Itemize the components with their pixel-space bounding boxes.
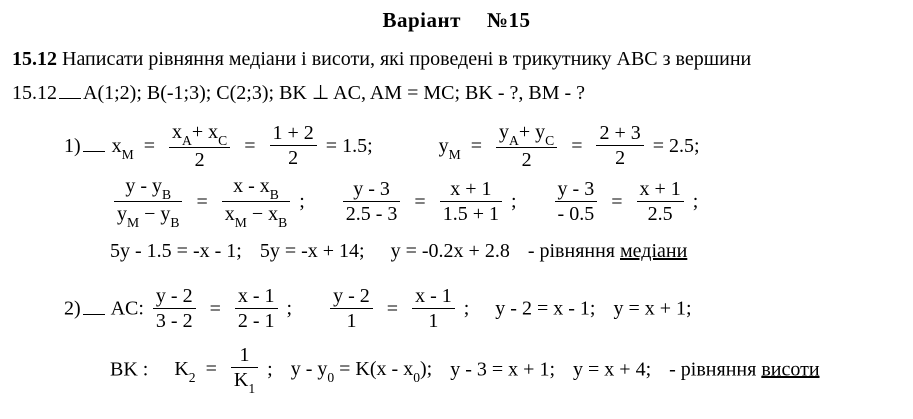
ac-simpl-left-den: 1	[330, 308, 373, 333]
ac-simpl-left-fraction	[330, 285, 373, 333]
median-simpl-right-den: 2.5	[637, 201, 684, 226]
problem-statement	[12, 48, 751, 71]
ya-label: y	[499, 121, 510, 143]
step1-blank	[83, 136, 105, 152]
ym-den-label: y	[117, 202, 127, 225]
equals-1: =	[143, 134, 156, 157]
median-sub-right-num: x + 1	[450, 177, 492, 200]
semicolon-6: ;	[267, 358, 273, 381]
point-slope-form	[290, 358, 433, 386]
xm-result: = 1.5;	[325, 134, 373, 157]
solution-step-2b	[110, 345, 820, 396]
median-sub-right-den: 1.5 + 1	[440, 201, 502, 226]
givens-text: A(1;2); B(-1;3); C(2;3); BK ⊥ AC, AM = MC; BK - ?, BM - ?	[83, 82, 586, 104]
yc-subscript: C	[545, 133, 555, 148]
ym-formula-denominator: 2	[496, 147, 557, 172]
yb-subscript: B	[162, 187, 172, 202]
k1-subscript: 1	[248, 381, 256, 396]
xb-subscript: B	[269, 187, 279, 202]
ym-den-subscript: M	[127, 214, 140, 230]
ym-label: y	[438, 134, 449, 157]
ac-simpl-right-num: x - 1	[415, 285, 452, 307]
semicolon-1: ;	[299, 190, 305, 213]
k-reciprocal-num: 1	[239, 344, 250, 366]
ym-term	[438, 134, 461, 162]
median-sub-left-num: y - 3	[353, 177, 390, 200]
k-reciprocal-den	[231, 367, 258, 395]
equals-3: =	[470, 134, 483, 157]
yb-den-subscript: B	[170, 214, 180, 230]
close-paren: );	[420, 358, 433, 381]
median-equation-final: y = -0.2x + 2.8	[390, 240, 510, 262]
median-label-prefix: - рівняння	[527, 240, 615, 262]
xa-subscript: A	[182, 133, 192, 148]
xb-den-subscript: B	[278, 214, 288, 230]
solution-step-1b	[110, 176, 698, 230]
xm-formula-numerator	[169, 121, 230, 147]
median-general-left-num	[114, 175, 182, 201]
equals-9: =	[386, 297, 399, 320]
height-equation-final: y = x + 4;	[573, 358, 652, 381]
xa-label: x	[172, 121, 183, 143]
y-minus-y0: y - y	[290, 358, 328, 381]
median-general-right-num	[222, 175, 290, 201]
ya-subscript: A	[509, 133, 519, 148]
givens-prefix: 15.12	[12, 82, 57, 104]
semicolon-3: ;	[692, 190, 699, 213]
median-label-underlined: медіани	[620, 240, 688, 262]
y0-subscript: 0	[327, 370, 335, 386]
equals-2: =	[244, 134, 256, 157]
k-reciprocal-fraction	[231, 344, 258, 395]
y-minus-yb: y - y	[125, 175, 163, 197]
median-equation-1: 5y - 1.5 = -x - 1;	[110, 240, 242, 262]
equals-7: =	[611, 190, 623, 213]
k2-term	[174, 358, 196, 386]
step2-marker: 2)	[64, 297, 81, 320]
median-general-right-fraction	[222, 175, 290, 229]
ac-equation-2: y = x + 1;	[613, 297, 692, 320]
k2-label: K	[174, 358, 189, 381]
median-general-right-den	[222, 201, 290, 229]
ac-right-fraction	[235, 285, 278, 333]
title-number: №15	[486, 8, 531, 32]
xm-den-subscript: M	[234, 214, 247, 230]
ac-right-num: x - 1	[237, 285, 275, 307]
minus-yb: − y	[139, 202, 171, 225]
median-simpl-left-num: y - 3	[557, 177, 595, 200]
solution-step-1	[64, 122, 700, 173]
height-label-underlined: висоти	[761, 358, 820, 381]
semicolon-2: ;	[510, 190, 517, 213]
xm-numeric-numerator: 1 + 2	[272, 122, 314, 145]
semicolon-5: ;	[463, 297, 470, 320]
bk-label: BK :	[110, 358, 149, 381]
problem-text: Написати рівняння медіани і висоти, які проведені в трикутнику ABC з вершини	[62, 48, 752, 70]
xc-label: + x	[191, 121, 219, 143]
equals-k: = K	[334, 358, 370, 381]
step1-marker: 1)	[64, 134, 81, 157]
minus-xb: − x	[246, 202, 279, 225]
ac-right-den: 2 - 1	[235, 308, 278, 333]
median-sub-left-fraction	[343, 178, 401, 226]
xm-formula-fraction	[169, 121, 230, 172]
solution-step-2	[64, 286, 692, 334]
median-simpl-left-fraction	[555, 178, 598, 226]
median-general-left-fraction	[114, 175, 182, 229]
median-sub-right-fraction	[440, 178, 502, 226]
solution-step-1c	[110, 240, 687, 263]
ac-simpl-right-fraction	[412, 285, 455, 333]
step2-blank	[83, 299, 105, 315]
equals-8: =	[209, 297, 221, 320]
equals-6: =	[414, 190, 426, 213]
page-title	[0, 0, 913, 33]
x0-subscript: 0	[413, 370, 421, 386]
ac-simpl-right-den: 1	[412, 308, 455, 333]
xm-numeric-fraction	[270, 122, 317, 170]
ym-formula-fraction	[496, 121, 557, 172]
equals-4: =	[571, 134, 583, 157]
k1-label: K	[233, 369, 249, 391]
median-simpl-right-num: x + 1	[639, 177, 681, 200]
ac-left-fraction	[153, 285, 196, 333]
equals-10: =	[205, 358, 217, 381]
ac-equation-1: y - 2 = x - 1;	[495, 297, 596, 320]
xm-label: x	[111, 134, 122, 157]
ym-numeric-denominator: 2	[596, 145, 643, 170]
ym-numeric-fraction	[596, 122, 643, 170]
median-simpl-left-den: - 0.5	[555, 201, 598, 226]
ym-numeric-numerator: 2 + 3	[599, 122, 641, 145]
x-minus-x0: (x - x	[369, 358, 414, 381]
title-label: Варіант	[382, 8, 461, 32]
xc-subscript: C	[218, 133, 228, 148]
problem-number: 15.12	[12, 48, 57, 70]
k2-subscript: 2	[188, 370, 196, 386]
median-sub-left-den: 2.5 - 3	[343, 201, 401, 226]
equals-5: =	[196, 190, 208, 213]
ac-label: AC:	[110, 297, 144, 320]
height-equation-1: y - 3 = x + 1;	[450, 358, 556, 381]
blank-underline	[59, 83, 81, 99]
height-label-prefix: - рівняння	[669, 358, 757, 381]
ym-result: = 2.5;	[652, 134, 700, 157]
xm-den-label: x	[224, 202, 235, 225]
x-minus-xb: x - x	[233, 175, 270, 197]
ac-simpl-left-num: y - 2	[333, 285, 370, 307]
ac-left-num: y - 2	[155, 285, 193, 307]
xm-numeric-denominator: 2	[270, 145, 317, 170]
median-simpl-right-fraction	[637, 178, 684, 226]
semicolon-4: ;	[286, 297, 293, 320]
yc-label: + y	[518, 121, 546, 143]
median-general-left-den	[114, 201, 182, 229]
xm-formula-denominator: 2	[169, 147, 230, 172]
xm-term	[111, 134, 134, 162]
xm-subscript: M	[121, 146, 134, 162]
given-values-line	[12, 80, 585, 105]
ym-formula-numerator	[496, 121, 557, 147]
ym-subscript: M	[448, 146, 461, 162]
median-equation-2: 5y = -x + 14;	[259, 240, 365, 262]
ac-left-den: 3 - 2	[153, 308, 196, 333]
